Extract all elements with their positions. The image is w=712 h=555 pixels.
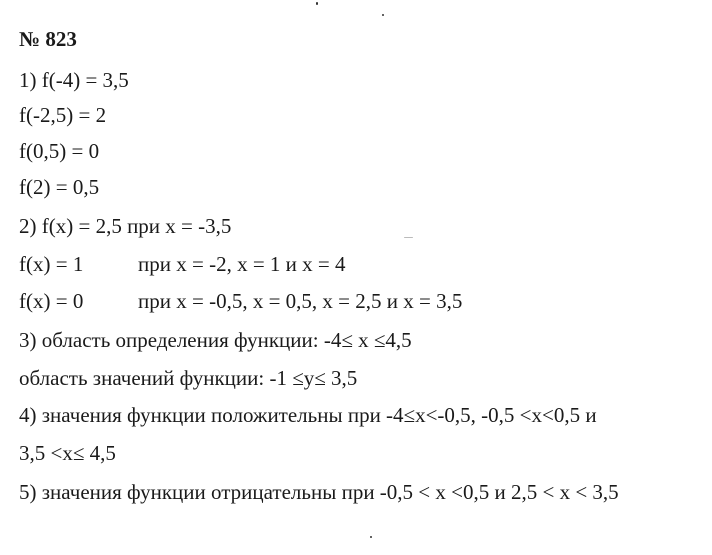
answer-4-line-2: 3,5 <х≤ 4,5 [19,441,116,465]
answer-2-line-3-equation: f(x) = 0 [19,289,84,313]
answer-2-line-1: 2) f(x) = 2,5 при х = -3,5 [19,214,232,238]
answer-2-line-2-equation: f(x) = 1 [19,252,84,276]
answer-2-line-2 [19,252,346,276]
answer-1-line-4: f(2) = 0,5 [19,175,100,199]
answer-3-line-2: область значений функции: -1 ≤у≤ 3,5 [19,366,358,390]
scan-speck [370,536,372,538]
scan-speck [316,2,318,5]
scan-fade-mark [262,214,276,240]
answer-3-line-1: 3) область определения функции: -4≤ х ≤4,5 [19,328,412,352]
answer-4-line-1: 4) значения функции положительны при -4≤х<-0,5, -0,5 <х<0,5 и [19,403,597,427]
scan-speck [382,14,384,16]
answer-1-line-3: f(0,5) = 0 [19,139,100,163]
scan-speck [404,237,413,238]
answer-2-line-2-condition: при х = -2, х = 1 и х = 4 [138,252,346,276]
answer-1-line-2: f(-2,5) = 2 [19,103,107,127]
answer-2-line-3 [19,289,463,313]
answer-1-line-1: 1) f(-4) = 3,5 [19,68,129,92]
exercise-number: № 823 [19,27,77,51]
answer-5-line-1: 5) значения функции отрицательны при -0,5 < х <0,5 и 2,5 < х < 3,5 [19,480,619,504]
answer-2-line-3-condition: при х = -0,5, х = 0,5, х = 2,5 и х = 3,5 [138,289,463,313]
